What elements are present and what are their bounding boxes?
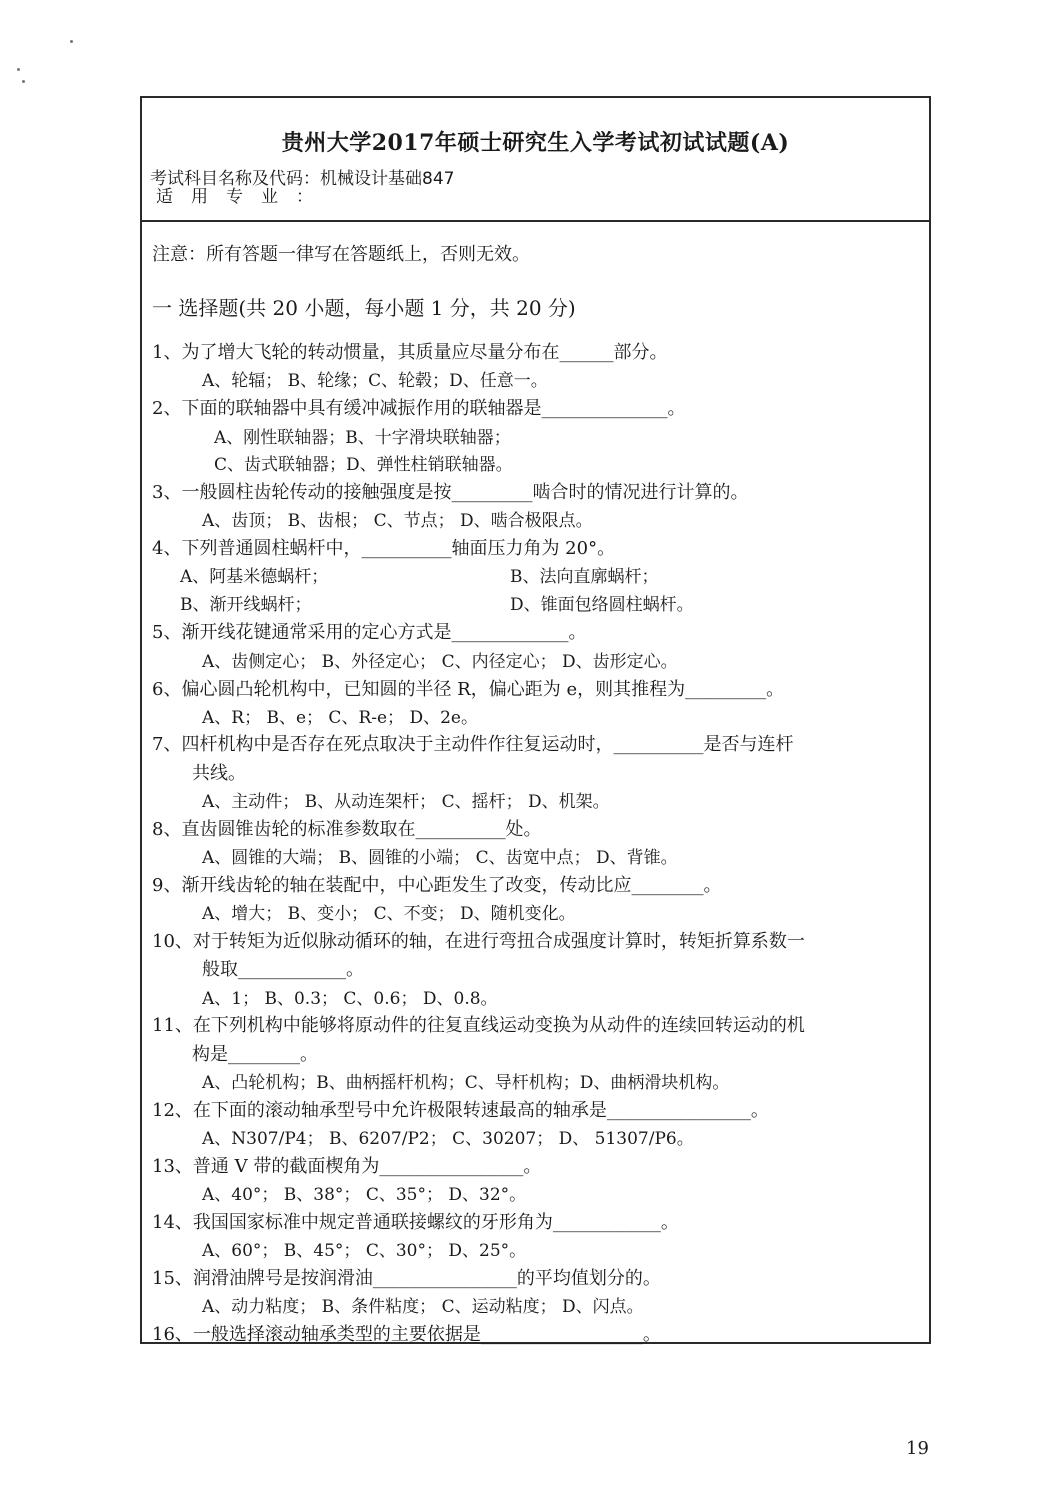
question-15: 15、润滑油牌号是按润滑油________________的平均值划分的。 [152, 1268, 661, 1289]
question-7-continuation: 共线。 [192, 763, 246, 784]
question-7-options: A、主动件； B、从动连架杆； C、摇杆； D、机架。 [202, 792, 610, 812]
page-number: 19 [906, 1438, 929, 1459]
question-6: 6、偏心圆凸轮机构中，已知圆的半径 R，偏心距为 e，则其推程为_________。 [152, 679, 785, 700]
question-12-options: A、N307/P4； B、6207/P2； C、30207； D、 51307/P6。 [202, 1129, 694, 1149]
question-13: 13、普通 V 带的截面楔角为________________。 [152, 1156, 542, 1177]
question-11-continuation: 构是________。 [192, 1044, 318, 1065]
question-15-options: A、动力粘度； B、条件粘度； C、运动粘度； D、闪点。 [202, 1297, 644, 1317]
question-12: 12、在下面的滚动轴承型号中允许极限转速最高的轴承是________________。 [152, 1100, 769, 1121]
question-14-options: A、60°； B、45°； C、30°； D、25°。 [202, 1241, 527, 1261]
question-2-options-row-1: A、刚性联轴器；B、十字滑块联轴器； [214, 428, 511, 448]
question-9: 9、渐开线齿轮的轴在装配中，中心距发生了改变，传动比应________。 [152, 875, 722, 896]
question-7: 7、四杆机构中是否存在死点取决于主动件作往复运动时，__________是否与连杆 [152, 734, 794, 755]
question-10-continuation: 般取____________。 [202, 959, 364, 980]
question-4-option-c: B、渐开线蜗杆； [180, 595, 312, 615]
question-13-options: A、40°； B、38°； C、35°； D、32°。 [202, 1185, 527, 1205]
question-4: 4、下列普通圆柱蜗杆中，__________轴面压力角为 20°。 [152, 538, 616, 559]
question-10-options: A、1； B、0.3； C、0.6； D、0.8。 [202, 989, 498, 1009]
exam-sheet [140, 96, 931, 1344]
question-16: 16、一般选择滚动轴承类型的主要依据是__________________。 [152, 1324, 661, 1345]
subject-line: 考试科目名称及代码：机械设计基础847 [150, 169, 455, 189]
question-11: 11、在下列机构中能够将原动件的往复直线运动变换为从动件的连续回转运动的机 [152, 1015, 805, 1036]
question-4-option-d: D、锥面包络圆柱蜗杆。 [510, 595, 694, 615]
question-4-option-b: B、法向直廓蜗杆； [510, 567, 659, 587]
question-5-options: A、齿侧定心； B、外径定心； C、内径定心； D、齿形定心。 [202, 652, 678, 672]
question-14: 14、我国国家标准中规定普通联接螺纹的牙形角为____________。 [152, 1212, 679, 1233]
question-10: 10、对于转矩为近似脉动循环的轴，在进行弯扭合成强度计算时，转矩折算系数一 [152, 931, 805, 952]
major-line: 适用专业： [156, 187, 331, 207]
question-1-options: A、轮辐； B、轮缘；C、轮毂；D、任意一。 [202, 371, 548, 391]
exam-header [142, 98, 929, 222]
question-11-options: A、凸轮机构；B、曲柄摇杆机构；C、导杆机构；D、曲柄滑块机构。 [202, 1073, 730, 1093]
question-4-option-a: A、阿基米德蜗杆； [180, 567, 329, 587]
question-5: 5、渐开线花键通常采用的定心方式是_____________。 [152, 622, 587, 643]
question-3: 3、一般圆柱齿轮传动的接触强度是按_________啮合时的情况进行计算的。 [152, 482, 749, 503]
question-1: 1、为了增大飞轮的转动惯量，其质量应尽量分布在______部分。 [152, 342, 668, 363]
question-6-options: A、R； B、e； C、R-e； D、2e。 [202, 708, 478, 728]
scan-speck [22, 80, 25, 83]
question-9-options: A、增大； B、变小； C、不变； D、随机变化。 [202, 904, 576, 924]
exam-note: 注意：所有答题一律写在答题纸上，否则无效。 [152, 244, 530, 265]
question-2: 2、下面的联轴器中具有缓冲减振作用的联轴器是______________。 [152, 398, 686, 419]
question-3-options: A、齿顶； B、齿根； C、节点； D、啮合极限点。 [202, 511, 593, 531]
scan-speck [70, 40, 73, 43]
scan-speck [17, 68, 20, 71]
question-8-options: A、圆锥的大端； B、圆锥的小端； C、齿宽中点； D、背锥。 [202, 848, 678, 868]
question-2-options-row-2: C、齿式联轴器；D、弹性柱销联轴器。 [214, 455, 513, 475]
section-title: 一 选择题(共 20 小题，每小题 1 分，共 20 分) [152, 296, 576, 320]
question-8: 8、直齿圆锥齿轮的标准参数取在__________处。 [152, 819, 542, 840]
exam-title: 贵州大学2017年硕士研究生入学考试初试试题(A) [281, 130, 790, 156]
